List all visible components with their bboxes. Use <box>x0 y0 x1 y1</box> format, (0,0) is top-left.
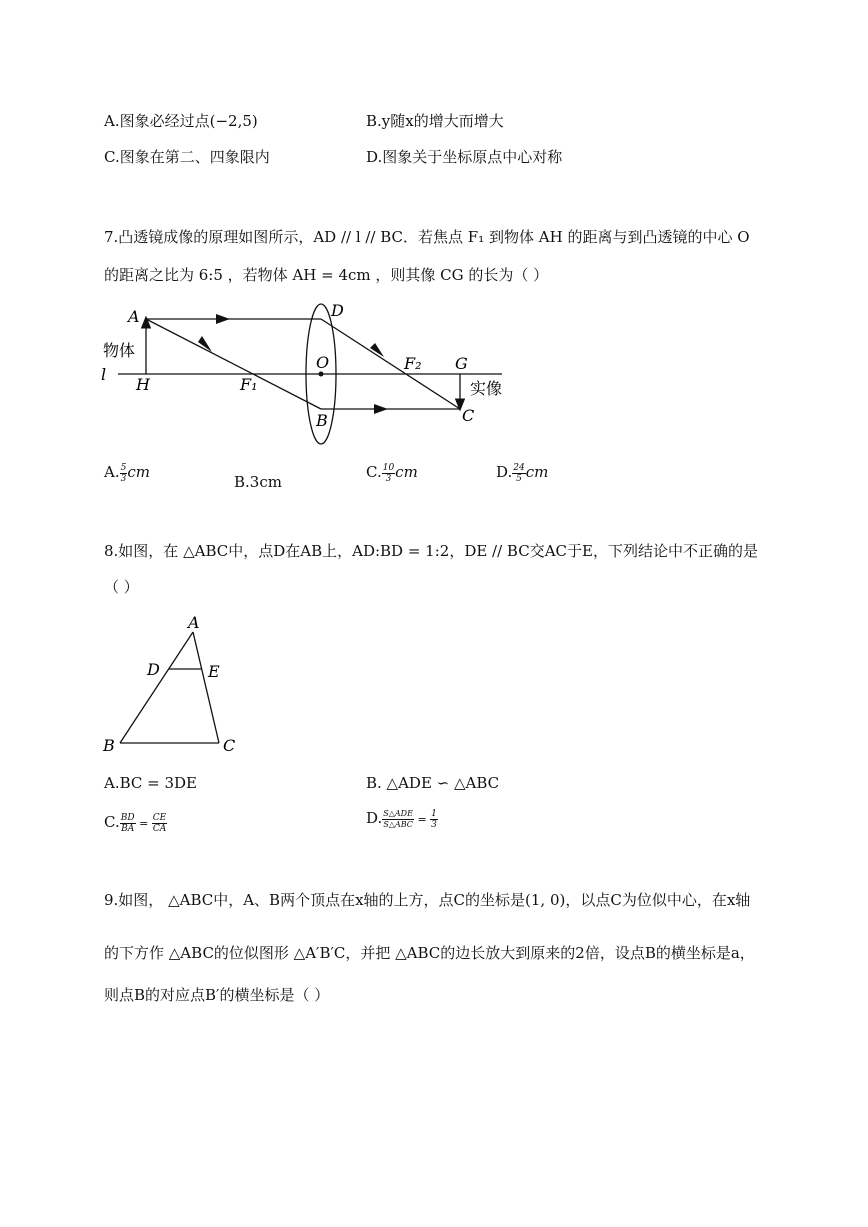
label-f1: F₁ <box>240 375 258 394</box>
q7-option-b[interactable]: B.3cm <box>234 473 282 491</box>
q8-option-a[interactable]: A.BC = 3DE <box>104 774 198 792</box>
q7-stem-line2: 的距离之比为 6:5 ，若物体 AH = 4cm ，则其像 CG 的长为（ ） <box>104 266 549 284</box>
label-c: C <box>223 736 236 755</box>
label-a: A <box>188 613 200 632</box>
q7-option-c[interactable]: C. $\frac{10}{3}$ cm <box>366 462 418 484</box>
label-c: C <box>462 406 475 425</box>
side-ab <box>120 632 193 743</box>
q7-option-a[interactable]: A. $\frac{5}{3}$ cm <box>104 462 150 484</box>
q6-option-d[interactable]: D.图象关于坐标原点中心对称 <box>366 148 563 166</box>
label-o: O <box>316 353 330 372</box>
q9-stem-line2: 的下方作 △ABC的位似图形 △A′B′C，并把 △ABC的边长放大到原来的2倍，设点B的横坐标是a， <box>104 944 755 962</box>
q8-triangle-diagram <box>98 610 248 760</box>
label-e: E <box>208 662 220 681</box>
label-image: 实像 <box>470 379 503 398</box>
q8-stem-line2: （ ） <box>104 578 139 596</box>
q8-option-b[interactable]: B. △ADE ∽ △ABC <box>366 774 500 792</box>
side-ac <box>193 632 219 743</box>
label-a: A <box>128 307 140 326</box>
q8-option-d[interactable]: D. $\frac{\text{S△ADE}}{\text{S△ABC}}$ = $\frac{1}{3}$ <box>366 808 437 830</box>
lens-center-o <box>319 372 324 377</box>
q9-stem-line3: 则点B的对应点B′的横坐标是（ ） <box>104 986 330 1004</box>
q6-option-b[interactable]: B.y随x的增大而增大 <box>366 112 504 130</box>
ray-dc <box>321 319 460 409</box>
ray-ab <box>146 319 321 409</box>
label-h: H <box>136 375 150 394</box>
q7-stem-line1: 7.凸透镜成像的原理如图所示，AD // l // BC．若焦点 F₁ 到物体 AH 的距离与到凸透镜的中心 O <box>104 228 750 246</box>
q9-stem-line1: 9.如图， △ABC中，A、B两个顶点在x轴的上方，点C的坐标是(1, 0)，以点C为位似中心，在x轴 <box>104 891 751 909</box>
label-l: l <box>101 365 107 384</box>
q8-stem-line1: 8.如图，在 △ABC中，点D在AB上，AD:BD = 1:2，DE // BC交AC于E，下列结论中不正确的是 <box>104 542 758 560</box>
label-object: 物体 <box>103 341 136 360</box>
q6-option-a[interactable]: A.图象必经过点(−2,5) <box>104 112 258 130</box>
label-b: B <box>103 736 115 755</box>
label-d: D <box>147 660 160 679</box>
label-f2: F₂ <box>404 354 422 373</box>
label-b: B <box>316 411 328 430</box>
q6-option-c[interactable]: C.图象在第二、四象限内 <box>104 148 270 166</box>
label-d: D <box>331 301 344 320</box>
q8-option-c[interactable]: C. $\frac{BD}{BA}$ = $\frac{CE}{CA}$ <box>104 812 167 834</box>
q7-option-d[interactable]: D. $\frac{24}{5}$ cm <box>496 462 549 484</box>
label-g: G <box>455 354 468 373</box>
q7-lens-diagram <box>95 298 515 448</box>
